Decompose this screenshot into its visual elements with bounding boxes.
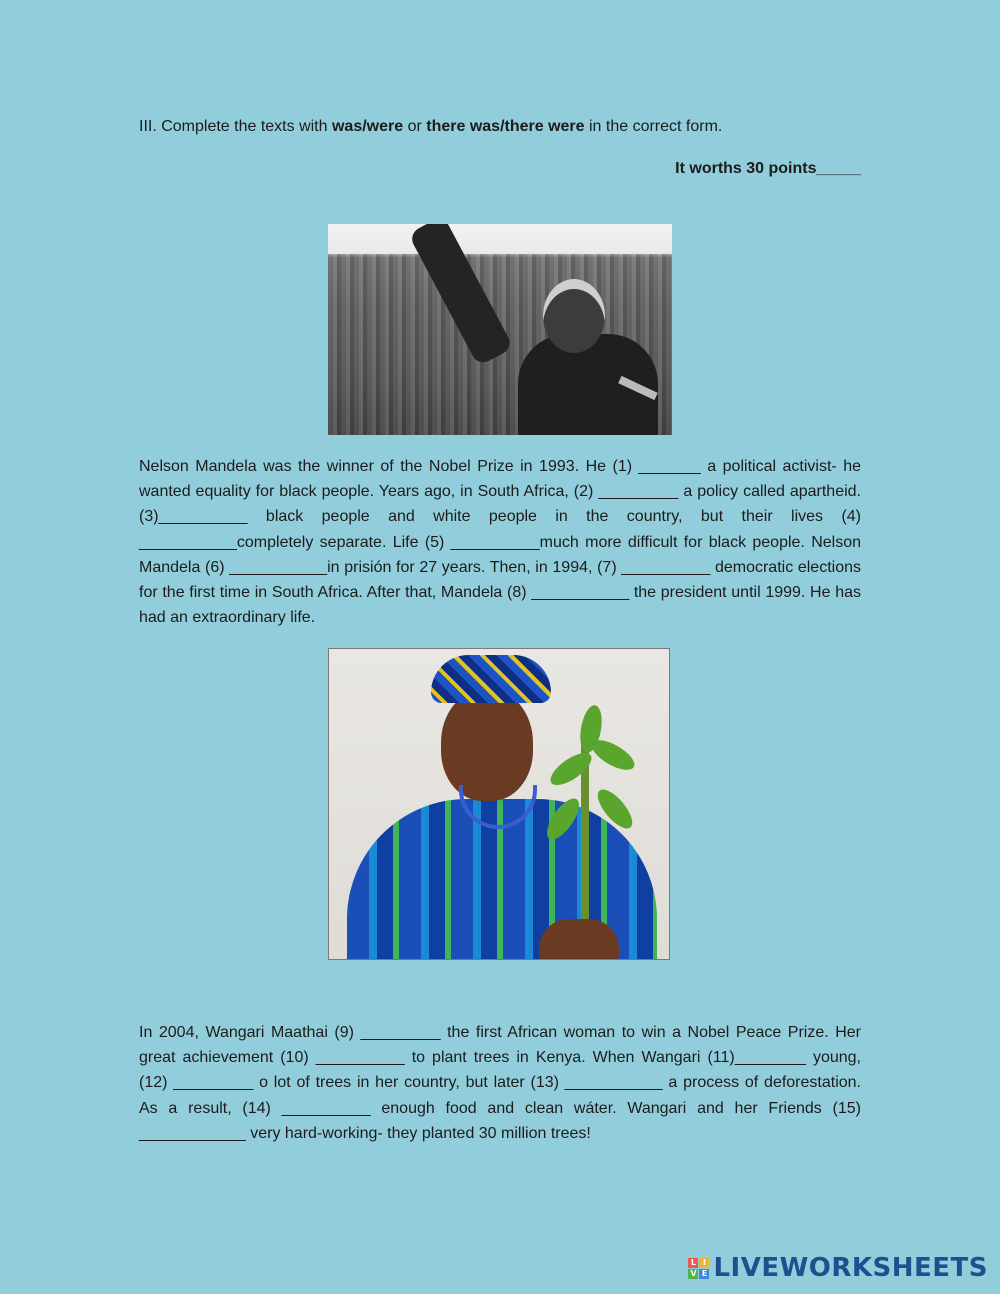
hand-holding-plant [539,919,619,960]
head [543,279,605,353]
head-scarf [431,655,551,703]
instruction-heading [139,116,722,138]
instruction-suffix: in the correct form. [584,118,723,135]
wangari-maathai-photo [328,648,670,960]
instruction-prefix: III. Complete the texts with [139,118,332,135]
points-label: It worths 30 points_____ [675,160,861,177]
instruction-bold-was-were: was/were [331,118,404,135]
instruction-bold-there-was: there was/there were [426,118,585,135]
logo-mark-letter: I [699,1258,709,1268]
liveworksheets-logo[interactable] [688,1253,988,1283]
nelson-mandela-photo [328,224,672,435]
logo-mark-letter: L [688,1258,698,1268]
logo-mark-icon [688,1258,709,1279]
logo-text: LIVEWORKSHEETS [713,1253,988,1283]
instruction-middle: or [403,118,427,135]
mandela-paragraph: Nelson Mandela was the winner of the Nobel Prize in 1993. He (1) _______ a political activist- he wanted equality for black people. Years ago, in South Africa, (2) _________ a policy called apartheid. (3)__________ black people and white people in the country, but their lives (4) ___________completely separate. Life (5) __________much more difficult for black people. Nelson Mandela (6) ___________in prisión for 27 years. Then, in 1994, (7) __________ democratic elections for the first time in South Africa. After that, Mandela (8) ___________ the president until 1999. He has had an extraordinary life. [139,458,861,627]
maathai-paragraph: In 2004, Wangari Maathai (9) _________ the first African woman to win a Nobel Peace Prize. Her great achievement (10) __________ to plant trees in Kenya. When Wangari (11)________ young, (12) _________ o lot of trees in her country, but later (13) ___________ a process of deforestation. As a result, (14) __________ enough food and clean wáter. Wangari and her Friends (15) ____________ very hard-working- they planted 30 million trees! [139,1024,861,1142]
logo-mark-letter: E [699,1269,709,1279]
logo-mark-letter: V [690,1269,697,1278]
